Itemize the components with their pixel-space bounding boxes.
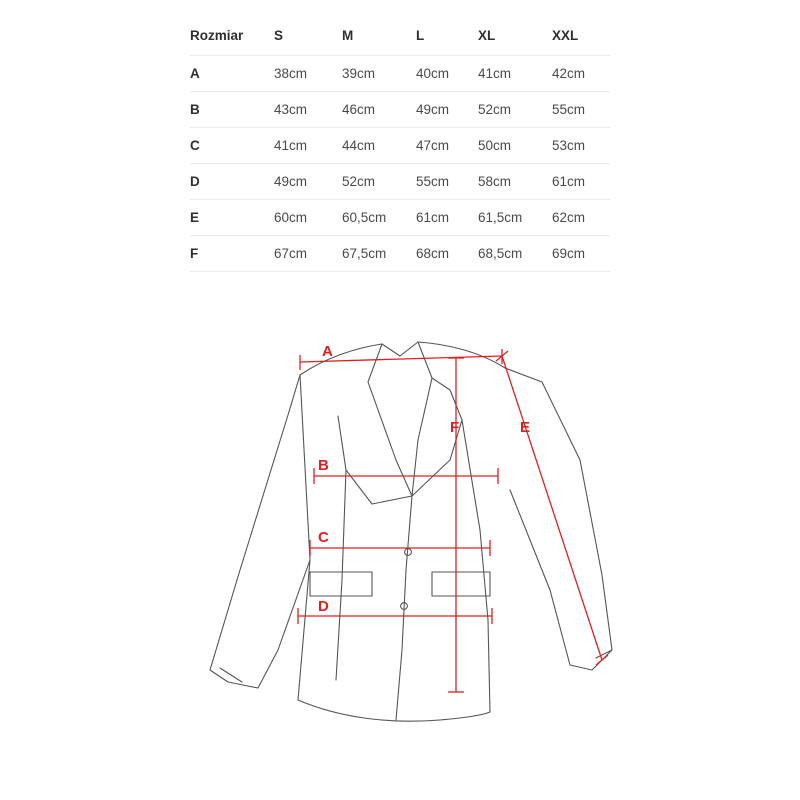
size-table-container	[190, 18, 610, 272]
row-label-f: F	[190, 236, 274, 272]
row-label-e: E	[190, 200, 274, 236]
blazer-outline-icon	[210, 342, 612, 721]
cell-e-m: 60,5cm	[342, 200, 416, 236]
label-b: B	[318, 457, 329, 474]
cell-e-s: 60cm	[274, 200, 342, 236]
cell-b-s: 43cm	[274, 92, 342, 128]
table-row	[190, 128, 610, 164]
column-header-xxl: XXL	[552, 18, 610, 56]
cell-e-l: 61cm	[416, 200, 478, 236]
column-header-rozmiar: Rozmiar	[190, 18, 274, 56]
label-a: A	[322, 343, 333, 360]
cell-d-s: 49cm	[274, 164, 342, 200]
cell-b-l: 49cm	[416, 92, 478, 128]
size-table-head	[190, 18, 610, 56]
label-d: D	[318, 598, 329, 615]
table-row	[190, 236, 610, 272]
measurement-diagram	[150, 320, 670, 760]
cell-b-m: 46cm	[342, 92, 416, 128]
cell-c-s: 41cm	[274, 128, 342, 164]
cell-a-xl: 41cm	[478, 56, 552, 92]
cell-f-l: 68cm	[416, 236, 478, 272]
cell-c-xl: 50cm	[478, 128, 552, 164]
cell-d-l: 55cm	[416, 164, 478, 200]
label-f: F	[450, 419, 460, 436]
cell-b-xl: 52cm	[478, 92, 552, 128]
column-header-m: M	[342, 18, 416, 56]
row-label-c: C	[190, 128, 274, 164]
cell-c-l: 47cm	[416, 128, 478, 164]
column-header-s: S	[274, 18, 342, 56]
cell-a-xxl: 42cm	[552, 56, 610, 92]
cell-f-m: 67,5cm	[342, 236, 416, 272]
table-header-row	[190, 18, 610, 56]
table-row	[190, 164, 610, 200]
cell-a-m: 39cm	[342, 56, 416, 92]
row-label-d: D	[190, 164, 274, 200]
table-row	[190, 200, 610, 236]
cell-f-xxl: 69cm	[552, 236, 610, 272]
size-table-body	[190, 56, 610, 272]
size-table	[190, 18, 610, 272]
column-header-xl: XL	[478, 18, 552, 56]
column-header-l: L	[416, 18, 478, 56]
row-label-a: A	[190, 56, 274, 92]
cell-e-xl: 61,5cm	[478, 200, 552, 236]
cell-d-m: 52cm	[342, 164, 416, 200]
label-c: C	[318, 529, 329, 546]
cell-c-m: 44cm	[342, 128, 416, 164]
table-row	[190, 56, 610, 92]
cell-c-xxl: 53cm	[552, 128, 610, 164]
label-e: E	[520, 419, 531, 436]
cell-e-xxl: 62cm	[552, 200, 610, 236]
cell-a-s: 38cm	[274, 56, 342, 92]
table-row	[190, 92, 610, 128]
cell-d-xxl: 61cm	[552, 164, 610, 200]
cell-f-xl: 68,5cm	[478, 236, 552, 272]
cell-d-xl: 58cm	[478, 164, 552, 200]
cell-a-l: 40cm	[416, 56, 478, 92]
row-label-b: B	[190, 92, 274, 128]
cell-b-xxl: 55cm	[552, 92, 610, 128]
cell-f-s: 67cm	[274, 236, 342, 272]
